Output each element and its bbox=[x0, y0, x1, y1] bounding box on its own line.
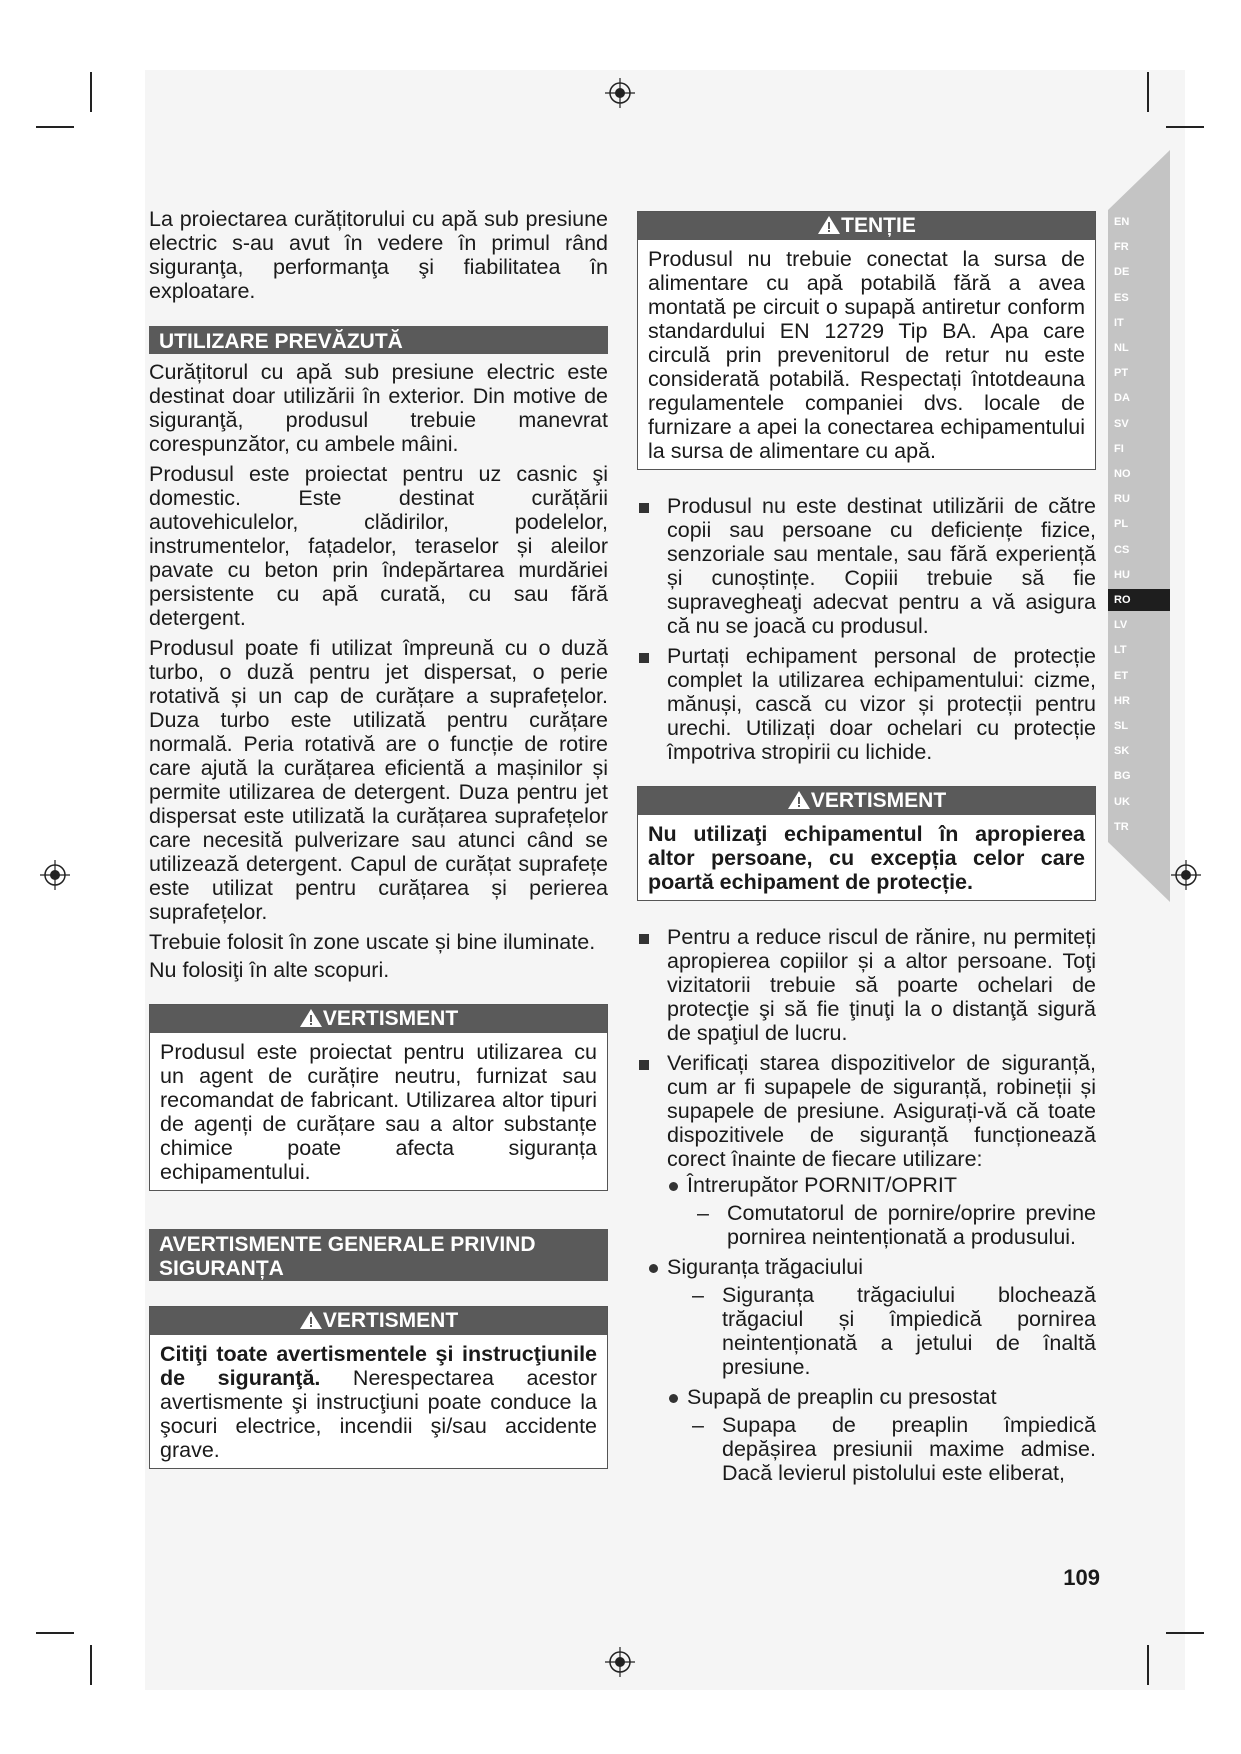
crop-mark bbox=[36, 126, 74, 128]
language-tab-pt[interactable]: PT bbox=[1108, 362, 1170, 384]
language-tab-fi[interactable]: FI bbox=[1108, 438, 1170, 460]
language-tab-ru[interactable]: RU bbox=[1108, 488, 1170, 510]
sub-bullet-item: Siguranța trăgaciului bbox=[637, 1255, 1096, 1279]
intended-use-paragraph: Curățitorul cu apă sub presiune electric este destinat doar utilizării în exterior. Din motive de siguranţă, produsul trebuie manevrat corespunzător, cu ambele mâini. bbox=[149, 360, 608, 456]
crop-mark bbox=[1166, 1632, 1204, 1634]
registration-mark-icon bbox=[605, 78, 635, 108]
square-bullet-icon bbox=[639, 503, 649, 513]
intended-use-paragraph: Trebuie folosit în zone uscate și bine iluminate. bbox=[149, 930, 596, 954]
language-tab-lv[interactable]: LV bbox=[1108, 614, 1170, 636]
crop-mark bbox=[90, 1645, 92, 1685]
dot-bullet-icon bbox=[649, 1264, 658, 1273]
intended-use-paragraph: Nu folosiţi în alte scopuri. bbox=[149, 958, 390, 982]
warning-box-title: VERTISMENT bbox=[150, 1005, 607, 1033]
warning-box-title: VERTISMENT bbox=[638, 787, 1095, 815]
sub-bullet-item: Întrerupător PORNIT/OPRIT bbox=[657, 1173, 1096, 1197]
registration-mark-icon bbox=[40, 860, 70, 890]
bullet-item: Verificați starea dispozitivelor de siguranță, cum ar fi supapele de siguranță, robineții și supapele de presiune. Asigurați-vă că toate dispozitivele de siguranță funcționează corect înainte de fiecare utilizare: bbox=[637, 1051, 1096, 1171]
dot-bullet-icon bbox=[669, 1182, 678, 1191]
intro-paragraph: La proiectarea curățitorului cu apă sub presiune electric s-au avut în vedere în primul rând siguranţa, performanţa şi fiabilitatea în exploatare. bbox=[149, 207, 608, 303]
language-tab-hu[interactable]: HU bbox=[1108, 564, 1170, 586]
general-safety-heading: AVERTISMENTE GENERALE PRIVIND SIGURANȚA bbox=[149, 1229, 608, 1281]
language-tab-ro[interactable]: RO bbox=[1108, 589, 1170, 611]
crop-mark bbox=[1166, 126, 1204, 128]
left-column bbox=[149, 207, 608, 1469]
language-tab-bg[interactable]: BG bbox=[1108, 765, 1170, 787]
language-tab-et[interactable]: ET bbox=[1108, 665, 1170, 687]
language-tab-cs[interactable]: CS bbox=[1108, 539, 1170, 561]
language-tab-da[interactable]: DA bbox=[1108, 387, 1170, 409]
crop-mark bbox=[90, 72, 92, 112]
crop-mark bbox=[1147, 72, 1149, 112]
intended-use-paragraph: Produsul poate fi utilizat împreună cu o duză turbo, o duză pentru jet dispersat, o perie rotativă și un cap de curățare a suprafețelor. Duza turbo este utilizată pentru curățare normală. Peria rotativă are o funcție de rotire care ajută la curățarea eficientă a mașinilor și permite utilizarea de detergent. Duza pentru jet dispersat este utilizată la curățarea suprafețelor care necesită pulverizare sau atunci când se utilizează detergent. Capul de curățat suprafețe este utilizat pentru curățarea și perierea suprafețelor. bbox=[149, 636, 608, 924]
language-tab-hr[interactable]: HR bbox=[1108, 690, 1170, 712]
warning-icon bbox=[787, 790, 811, 810]
warning-box bbox=[149, 1004, 608, 1191]
dot-bullet-icon bbox=[669, 1394, 678, 1403]
warning-box-body: Nu utilizaţi echipamentul în apropierea altor persoane, cu excepția celor care poartă echipament de protecție. bbox=[648, 822, 1085, 894]
language-tab-fr[interactable]: FR bbox=[1108, 236, 1170, 258]
dash-item: – Comutatorul de pornire/oprire previne pornirea neintenționată a produsului. bbox=[697, 1201, 1096, 1249]
dash-item: – Supapa de preaplin împiedică depășirea presiunii maxime admise. Dacă levierul pistolului este eliberat, bbox=[692, 1413, 1096, 1485]
square-bullet-icon bbox=[639, 1060, 649, 1070]
bullet-item: Purtați echipament personal de protecție complet la utilizarea echipamentului: cizme, mănuși, cască cu vizor și protecții pentru urechi. Utilizați doar ochelari cu protecție împotriva stropirii cu lichide. bbox=[637, 644, 1096, 764]
language-tab-no[interactable]: NO bbox=[1108, 463, 1170, 485]
attention-box-title: TENȚIE bbox=[638, 212, 1095, 240]
registration-mark-icon bbox=[1171, 860, 1201, 890]
language-tab-nl[interactable]: NL bbox=[1108, 337, 1170, 359]
language-tab-en[interactable]: EN bbox=[1108, 211, 1170, 233]
language-tab-pl[interactable]: PL bbox=[1108, 513, 1170, 535]
language-tab-sl[interactable]: SL bbox=[1108, 715, 1170, 737]
intended-use-paragraph: Produsul este proiectat pentru uz casnic şi domestic. Este destinat curățării autovehiculelor, clădirilor, podelelor, instrumentelor, fațadelor, teraselor și aleilor pavate cu beton prin îndepărtarea murdăriei persistente cu apă curată, cu sau fără detergent. bbox=[149, 462, 608, 630]
page-number: 109 bbox=[1063, 1565, 1100, 1590]
crop-mark bbox=[36, 1632, 74, 1634]
language-tab-sk[interactable]: SK bbox=[1108, 740, 1170, 762]
language-tab-de[interactable]: DE bbox=[1108, 261, 1170, 283]
warning-box-body: Produsul este proiectat pentru utilizarea cu un agent de curățire neutru, furnizat sau recomandat de fabricant. Utilizarea altor tipuri de agenți de curățare sau a altor substanțe chimice poate afecta siguranța echipamentului. bbox=[160, 1040, 597, 1184]
warning-icon bbox=[299, 1008, 323, 1028]
dash-item: – Siguranța trăgaciului blochează trăgaciul și împiedică pornirea neintenționată a jetului de înaltă presiune. bbox=[692, 1283, 1096, 1379]
attention-box-body: Produsul nu trebuie conectat la sursa de alimentare cu apă potabilă fără a avea montată pe circuit o supapă antiretur conform standardului EN 12729 Tip BA. Apa care circulă prin prevenitorul de retur nu este considerată potabilă. Respectați întotdeauna regulamentele companiei dvs. locale de furnizare a apei la conectarea echipamentului la sursa de alimentare cu apă. bbox=[648, 247, 1085, 463]
crop-mark bbox=[1147, 1645, 1149, 1685]
warning-box bbox=[637, 786, 1096, 901]
language-tab-es[interactable]: ES bbox=[1108, 287, 1170, 309]
bullet-item: Pentru a reduce riscul de rănire, nu permiteți apropierea copiilor și a altor persoane. Toţi vizitatorii trebuie să poarte ochelari de protecţie şi să fie ţinuţi la o distanţă sigură de spaţiul de lucru. bbox=[637, 925, 1096, 1045]
language-tab-uk[interactable]: UK bbox=[1108, 791, 1170, 813]
language-tab-sv[interactable]: SV bbox=[1108, 413, 1170, 435]
warning-box-body: Citiţi toate avertismentele şi instrucţiunile de siguranţă. Nerespectarea acestor avertismente şi instrucţiuni poate conduce la şocuri electrice, incendii şi/sau accidente grave. bbox=[160, 1342, 597, 1462]
bullet-item: Produsul nu este destinat utilizării de către copii sau persoane cu deficiențe fizice, senzoriale sau mentale, sau fără experiență și cunoștințe. Copiii trebuie să fie supravegheaţi adecvat pentru a vă asigura că nu se joacă cu produsul. bbox=[637, 494, 1096, 638]
warning-box bbox=[149, 1306, 608, 1469]
square-bullet-icon bbox=[639, 934, 649, 944]
square-bullet-icon bbox=[639, 653, 649, 663]
language-tab-tr[interactable]: TR bbox=[1108, 816, 1170, 838]
registration-mark-icon bbox=[605, 1647, 635, 1677]
warning-icon bbox=[299, 1310, 323, 1330]
warning-icon bbox=[817, 215, 841, 235]
right-column bbox=[637, 211, 1096, 1489]
language-tab-lt[interactable]: LT bbox=[1108, 639, 1170, 661]
intended-use-heading: UTILIZARE PREVĂZUTĂ bbox=[149, 326, 608, 354]
attention-box bbox=[637, 211, 1096, 470]
warning-box-title: VERTISMENT bbox=[150, 1307, 607, 1335]
sub-bullet-item: Supapă de preaplin cu presostat bbox=[657, 1385, 1096, 1409]
language-tab-it[interactable]: IT bbox=[1108, 312, 1170, 334]
